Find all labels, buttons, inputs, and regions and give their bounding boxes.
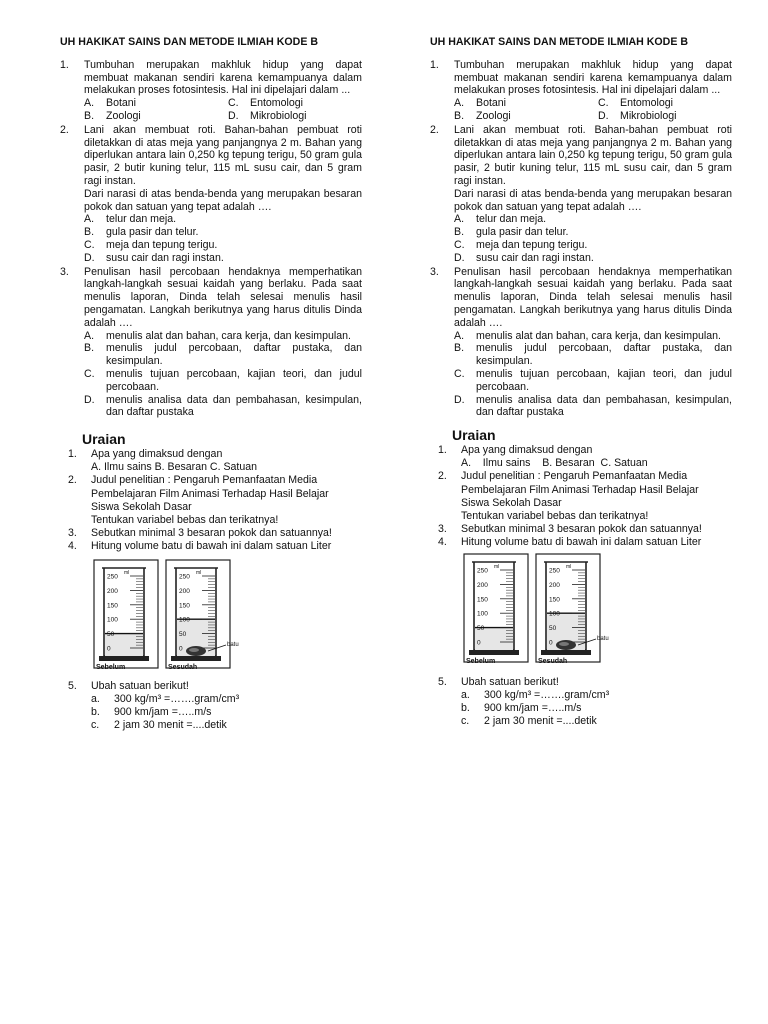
option-b: B. menulis judul percobaan, daftar pustaka, dan kesimpulan. bbox=[84, 342, 362, 368]
essay-5: 5. Ubah satuan berikut! a. 300 kg/m³ =…….gram/cm³ b. 900 km/jam =…..m/s c. 2 jam 30 menit =....detik bbox=[430, 676, 732, 729]
tick-label: 250 bbox=[107, 573, 118, 581]
option-d: D. Mikrobiologi bbox=[228, 109, 307, 122]
after-label: Sesudah bbox=[168, 663, 198, 671]
stone-highlight bbox=[559, 642, 569, 646]
item-c: c. 2 jam 30 menit =....detik bbox=[461, 715, 597, 728]
item-b: b. 900 km/jam =…..m/s bbox=[461, 701, 582, 714]
question-text: Penulisan hasil percobaan hendaknya memperhatikan langkah-langkah sesuai kaidah yang berlaku. Pada saat menulis laporan, Dinda telah selesai menulis hasil pengamatan. Langkah berikutnya yang harus ditulis Dinda adalah …. bbox=[454, 265, 732, 329]
option-a: A. menulis alat dan bahan, cara kerja, dan kesimpulan. bbox=[84, 329, 351, 342]
question-3 bbox=[60, 266, 362, 420]
question-3 bbox=[430, 266, 732, 420]
tick-label: 150 bbox=[107, 601, 118, 609]
tick-label: 100 bbox=[107, 616, 118, 624]
tick-label: 150 bbox=[549, 595, 560, 603]
left-column bbox=[60, 36, 362, 732]
essay-5: 5. Ubah satuan berikut! a. 300 kg/m³ =…….gram/cm³ b. 900 km/jam =…..m/s c. 2 jam 30 menit =....detik bbox=[60, 680, 362, 733]
tick-label: 0 bbox=[549, 639, 553, 647]
essay-3: 3. Sebutkan minimal 3 besaran pokok dan satuannya! bbox=[438, 523, 702, 536]
page-title: UH HAKIKAT SAINS DAN METODE ILMIAH KODE B bbox=[60, 36, 318, 48]
option-c: C. menulis tujuan percobaan, kajian teori, dan judul percobaan. bbox=[84, 367, 362, 393]
item-a: a. 300 kg/m³ =…….gram/cm³ bbox=[91, 692, 240, 705]
option-a: A. menulis alat dan bahan, cara kerja, dan kesimpulan. bbox=[454, 329, 721, 342]
essay-2: 2. Judul penelitian : Pengaruh Pemanfaatan Media Pembelajaran Film Animasi Terhadap Hasil Belajar Siswa Sekolah Dasar Tentukan variabel bebas dan terikatnya! bbox=[438, 470, 699, 522]
stone-label: batu bbox=[227, 641, 239, 648]
item-c: c. 2 jam 30 menit =....detik bbox=[91, 719, 227, 732]
ml-unit-label: ml bbox=[196, 569, 202, 576]
question-number: 2. bbox=[60, 123, 69, 136]
question-text: Penulisan hasil percobaan hendaknya memperhatikan langkah-langkah sesuai kaidah yang berlaku. Pada saat menulis laporan, Dinda telah selesai menulis hasil pengamatan. Langkah berikutnya yang harus ditulis Dinda adalah …. bbox=[84, 265, 362, 329]
option-c: C. Entomologi bbox=[228, 97, 303, 110]
option-a: A. Botani bbox=[84, 97, 137, 110]
option-b: B. Zoologi bbox=[454, 109, 511, 122]
tick-label: 100 bbox=[179, 616, 190, 624]
option-d: D. susu cair dan ragi instan. bbox=[84, 251, 224, 264]
option-a: A. Botani bbox=[454, 97, 507, 110]
tick-label: 250 bbox=[477, 567, 488, 575]
option-d: D. menulis analisa data dan pembahasan, kesimpulan, dan daftar pustaka bbox=[84, 393, 362, 419]
option-c: C. meja dan tepung terigu. bbox=[84, 238, 218, 251]
tick-label: 200 bbox=[549, 581, 560, 589]
question-number: 3. bbox=[430, 265, 439, 278]
tick-label: 200 bbox=[107, 587, 118, 595]
essay-3: 3. Sebutkan minimal 3 besaran pokok dan satuannya! bbox=[68, 527, 332, 540]
cylinder-base bbox=[541, 650, 591, 655]
essay-1: 1. Apa yang dimaksud dengan A. Ilmu sains B. Besaran C. Satuan bbox=[68, 447, 258, 474]
ml-unit-label: ml bbox=[124, 569, 130, 576]
stone-label: batu bbox=[597, 635, 609, 642]
question-2 bbox=[430, 124, 732, 265]
tick-label: 50 bbox=[549, 624, 557, 632]
question-number: 1. bbox=[60, 58, 69, 71]
ml-unit-label: ml bbox=[494, 563, 500, 570]
tick-label: 250 bbox=[179, 573, 190, 581]
tick-label: 100 bbox=[549, 610, 560, 618]
question-2 bbox=[60, 124, 362, 265]
option-a: A. telur dan meja. bbox=[84, 213, 177, 226]
essay-4: 4. Hitung volume batu di bawah ini dalam satuan Liter bbox=[438, 536, 702, 549]
option-b: B. gula pasir dan telur. bbox=[454, 226, 569, 239]
tick-label: 250 bbox=[549, 567, 560, 575]
option-d: D. menulis analisa data dan pembahasan, kesimpulan, dan daftar pustaka bbox=[454, 393, 732, 419]
before-label: Sebelum bbox=[96, 663, 126, 671]
option-b: B. gula pasir dan telur. bbox=[84, 226, 199, 239]
right-column bbox=[430, 36, 732, 728]
question-1 bbox=[60, 59, 362, 123]
essay-1: 1. Apa yang dimaksud dengan A. Ilmu sains B. Besaran C. Satuan bbox=[438, 443, 648, 470]
page-title: UH HAKIKAT SAINS DAN METODE ILMIAH KODE B bbox=[430, 36, 688, 48]
option-b: B. Zoologi bbox=[84, 109, 141, 122]
tick-label: 200 bbox=[179, 587, 190, 595]
option-b: B. menulis judul percobaan, daftar pustaka, dan kesimpulan. bbox=[454, 342, 732, 368]
ml-unit-label: ml bbox=[566, 563, 572, 570]
section-heading-uraian: Uraian bbox=[82, 431, 126, 448]
item-b: b. 900 km/jam =…..m/s bbox=[91, 705, 212, 718]
essay-2: 2. Judul penelitian : Pengaruh Pemanfaatan Media Pembelajaran Film Animasi Terhadap Hasil Belajar Siswa Sekolah Dasar Tentukan variabel bebas dan terikatnya! bbox=[68, 474, 329, 526]
option-c: C. menulis tujuan percobaan, kajian teori, dan judul percobaan. bbox=[454, 367, 732, 393]
question-number: 1. bbox=[430, 58, 439, 71]
tick-label: 150 bbox=[179, 601, 190, 609]
item-a: a. 300 kg/m³ =…….gram/cm³ bbox=[461, 688, 610, 701]
tick-label: 100 bbox=[477, 610, 488, 618]
option-d: D. susu cair dan ragi instan. bbox=[454, 251, 594, 264]
graduated-cylinder-figure bbox=[462, 552, 612, 674]
cylinder-base bbox=[99, 656, 149, 661]
cylinder-base bbox=[171, 656, 221, 661]
tick-label: 50 bbox=[477, 624, 485, 632]
options bbox=[84, 97, 362, 123]
option-a: A. telur dan meja. bbox=[454, 213, 547, 226]
question-number: 3. bbox=[60, 265, 69, 278]
option-c: C. meja dan tepung terigu. bbox=[454, 238, 588, 251]
tick-label: 200 bbox=[477, 581, 488, 589]
option-c: C. Entomologi bbox=[598, 97, 673, 110]
question-number: 2. bbox=[430, 123, 439, 136]
question-text-2: Dari narasi di atas benda-benda yang merupakan besaran pokok dan satuan yang tepat adalah …. bbox=[454, 187, 732, 213]
tick-label: 0 bbox=[107, 645, 111, 653]
essay-4: 4. Hitung volume batu di bawah ini dalam satuan Liter bbox=[68, 540, 332, 553]
stone-highlight bbox=[189, 648, 199, 652]
question-text: Lani akan membuat roti. Bahan-bahan pembuat roti diletakkan di atas meja yang panjangnya 2 m. Bahan yang diperlukan antara lain 0,250 kg tepung terigu, 50 gram gula pasir, 2 butir kuning telur, 115 mL susu cair, dan 5 gram ragi instan. bbox=[454, 123, 732, 187]
after-label: Sesudah bbox=[538, 657, 568, 665]
graduated-cylinder-figure bbox=[92, 558, 242, 680]
option-d: D. Mikrobiologi bbox=[598, 109, 677, 122]
tick-label: 50 bbox=[107, 630, 115, 638]
options bbox=[454, 97, 732, 123]
section-heading-uraian: Uraian bbox=[452, 427, 496, 444]
question-text-2: Dari narasi di atas benda-benda yang merupakan besaran pokok dan satuan yang tepat adalah …. bbox=[84, 187, 362, 213]
question-text: Tumbuhan merupakan makhluk hidup yang dapat membuat makanan sendiri karena kemampuanya dalam melakukan proses fotosintesis. Hal ini dipelajari dalam ... bbox=[454, 58, 732, 97]
question-text: Tumbuhan merupakan makhluk hidup yang dapat membuat makanan sendiri karena kemampuanya dalam melakukan proses fotosintesis. Hal ini dipelajari dalam ... bbox=[84, 58, 362, 97]
tick-label: 50 bbox=[179, 630, 187, 638]
cylinder-base bbox=[469, 650, 519, 655]
question-text: Lani akan membuat roti. Bahan-bahan pembuat roti diletakkan di atas meja yang panjangnya 2 m. Bahan yang diperlukan antara lain 0,250 kg tepung terigu, 50 gram gula pasir, 2 butir kuning telur, 115 mL susu cair, dan 5 gram ragi instan. bbox=[84, 123, 362, 187]
question-1 bbox=[430, 59, 732, 123]
before-label: Sebelum bbox=[466, 657, 496, 665]
tick-label: 0 bbox=[179, 645, 183, 653]
tick-label: 0 bbox=[477, 639, 481, 647]
tick-label: 150 bbox=[477, 595, 488, 603]
